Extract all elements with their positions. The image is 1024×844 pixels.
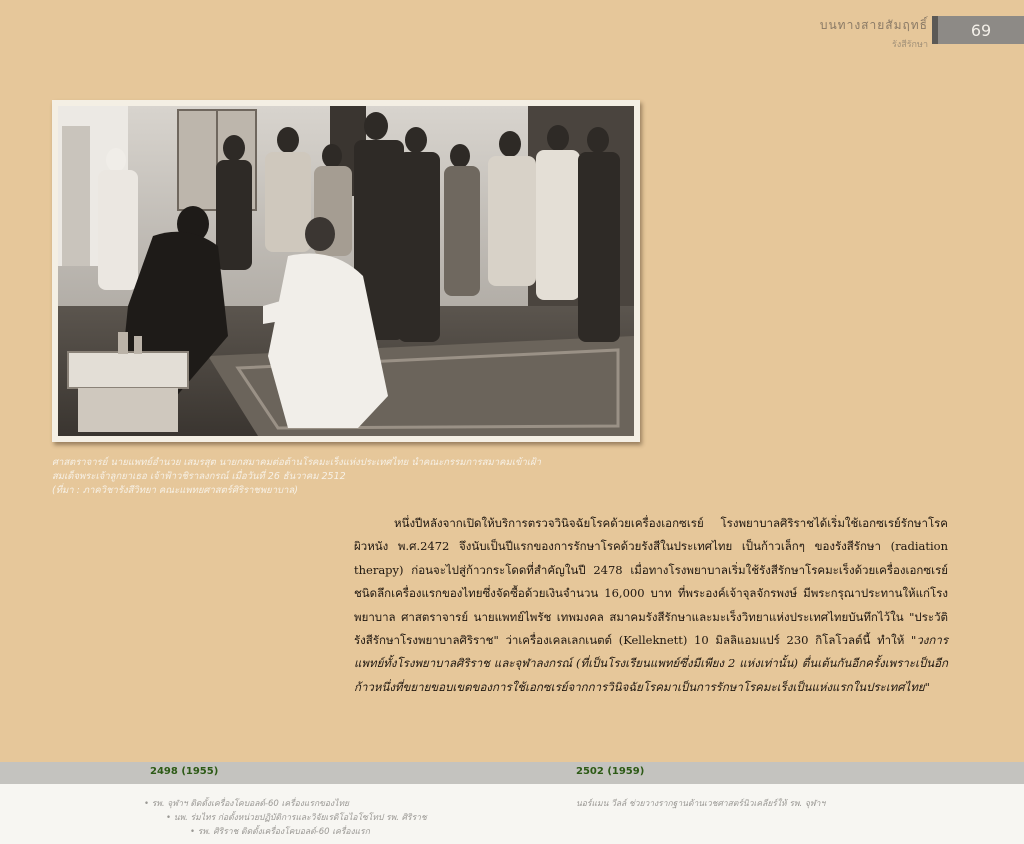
timeline-note-right: นอร์แมน วีลล์ ช่วยวางรากฐานด้านเวชศาสตร์นิวเคลียร์ให้ รพ. จุฬาฯ: [576, 799, 826, 809]
caption-source: (ที่มา : ภาควิชารังสีวิทยา คณะแพทยศาสตร์ศิริราชพยาบาล): [52, 485, 298, 496]
caption-line-2: สมเด็จพระเจ้าลูกยาเธอ เจ้าฟ้าวชิราลงกรณ์ เมื่อวันที่ 26 ธันวาคม 2512: [52, 471, 346, 482]
timeline-note-left-1: • รพ. จุฬาฯ ติดตั้งเครื่องโคบอลต์-60 เครื่องแรกของไทย: [144, 799, 350, 809]
timeline-year-right: 2502 (1959): [576, 766, 645, 777]
page-number: 69: [938, 16, 1024, 44]
photo-caption: [52, 456, 652, 498]
photo-image: [58, 106, 634, 436]
body-quote: "วงการแพทย์ทั้งโรงพยาบาลศิริราช และจุฬาลงกรณ์ (ที่เป็นโรงเรียนแพทย์ซึ่งมีเพียง 2 แห่งเท่านั้น) ตื่นเต้นกันอีกครั้งเพราะเป็นอีกก้าวหนึ่งที่ขยายขอบเขตของการใช้เอกซเรย์จากการวินิจฉัยโรคมาเป็นการรักษาโรคมะเร็งเป็นแห่งแรกในประเทศไทย": [354, 633, 948, 694]
timeline-footer: [0, 784, 1024, 844]
timeline-note-left-3: • รพ. ศิริราช ติดตั้งเครื่องโคบอลต์-60 เครื่องแรก: [190, 827, 370, 837]
body-paragraph: [354, 512, 948, 699]
body-text-main: หนึ่งปีหลังจากเปิดให้บริการตรวจวินิจฉัยโรคด้วยเครื่องเอกซเรย์ โรงพยาบาลศิริราชได้เริ่มใช้เอกซเรย์รักษาโรคผิวหนัง พ.ศ.2472 จึงนับเป็นปีแรกของการรักษาโรคด้วยรังสีในประเทศไทย เป็นก้าวเล็กๆ ของรังสีรักษา (radiation therapy) ก่อนจะไปสู่ก้าวกระโดดที่สำคัญในปี 2478 เมื่อทางโรงพยาบาลเริ่มใช้รังสีรักษาโรคมะเร็งด้วยเครื่องเอกซเรย์ชนิดลึกเครื่องแรกของไทยซึ่งจัดซื้อด้วยเงินจำนวน 16,000 บาท ที่พระองค์เจ้าจุลจักรพงษ์ มีพระกรุณาประทานให้แก่โรงพยาบาล ศาสตราจารย์ นายแพทย์ไพรัช เทพมงคล สมาคมรังสีรักษาและมะเร็งวิทยาแห่งประเทศไทยบันทึกไว้ใน "ประวัติรังสีรักษาโรงพยาบาลศิริราช" ว่าเครื่องเคลเลกเนตต์ (Kelleknett) 10 มิลลิแอมแปร์ 230 กิโลโวลต์นี้ ทำให้: [354, 516, 948, 648]
running-header-subtitle: รังสีรักษา: [892, 40, 928, 50]
caption-line-1: ศาสตราจารย์ นายแพทย์อำนวย เสมรสุต นายกสมาคมต่อต้านโรคมะเร็งแห่งประเทศไทย นำคณะกรรมการสมาคมเข้าเฝ้า: [52, 457, 541, 468]
running-header: [820, 16, 928, 51]
historical-photo: [52, 100, 640, 442]
timeline-year-left: 2498 (1955): [150, 766, 219, 777]
timeline-note-left-2: • นพ. ร่มไทร ก่อตั้งหน่วยปฏิบัติการและวิจัยเรดิโอไอโซโทป รพ. ศิริราช: [166, 813, 427, 823]
running-header-title: บนทางสายสัมฤทธิ์: [819, 18, 928, 32]
